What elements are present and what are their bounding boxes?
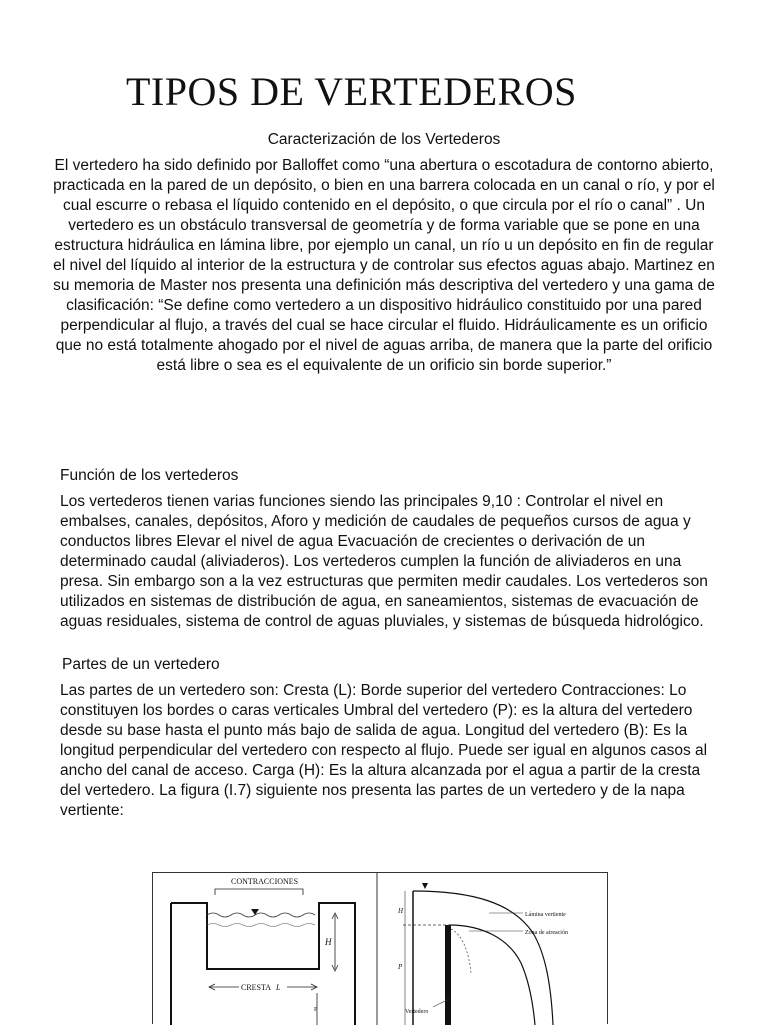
h-label-right: H — [398, 907, 404, 915]
page-title: TIPOS DE VERTEDEROS — [126, 69, 577, 114]
water-ripple — [207, 924, 315, 927]
aireacion-label: Zona de aireación — [525, 930, 568, 936]
cresta-label: CRESTA — [241, 983, 272, 992]
weir-plate — [445, 925, 451, 1025]
left-panel — [171, 877, 355, 1025]
subtitle: Caracterización de los Vertederos — [267, 131, 501, 148]
contracciones-label: CONTRACCIONES — [231, 877, 299, 886]
p-label-right: P — [398, 963, 403, 971]
h-label-left: H — [325, 937, 332, 947]
right-panel — [397, 883, 568, 1025]
section-body-funcion: Los vertederos tienen varias funciones siendo las principales 9,10 : Controlar el nivel en embalses, canales, depósitos, Aforo y medición de caudales de pequeños cursos de agua y conductos libres Elevar el nivel de agua Evacuación de crecientes o derivación de un determinado caudal (aliviaderos). Los vertederos cumplen la función de aliviaderos en una presa. Sin embargo son a la vez estructuras que permiten medir caudales. Los vertederos son utilizados en sistemas de distribución de agua, en saneamientos, sistemas de evacuación de aguas residuales, sistema de control de aguas pluviales, y sistemas de búsqueda hidrológico. — [60, 493, 708, 630]
weir-diagram — [153, 873, 609, 1025]
water-level-marker-right — [422, 883, 428, 889]
nappe-lower — [449, 925, 535, 1025]
p-label-left: P — [314, 1007, 318, 1013]
lamina-label: Lámina vertiente — [525, 912, 566, 918]
weir-outline — [171, 903, 355, 1025]
water-level-marker — [251, 909, 259, 915]
weir-figure — [152, 872, 608, 1024]
section-heading-partes: Partes de un vertedero — [62, 656, 220, 673]
vertedero-label: Vertedero — [405, 1009, 429, 1015]
section-body-partes: Las partes de un vertedero son: Cresta (L): Borde superior del vertedero Contracciones: Lo constituyen los bordes o caras verticales Umbral del vertedero (P): es la altura del vertedero desde su base hasta el punto más bajo de salida de agua. Longitud del vertedero (B): Es la longitud perpendicular del vertedero con respecto al flujo. Puede ser igual en algunos casos al ancho del canal de acceso. Carga (H): Es la altura alcanzada por el agua a partir de la cresta del vertedero. La figura (I.7) siguiente nos presenta las partes de un vertedero y de la napa vertiente: — [60, 682, 708, 819]
section-heading-funcion: Función de los vertederos — [60, 467, 239, 484]
cresta-symbol: L — [276, 983, 281, 992]
contracciones-bracket — [215, 889, 303, 895]
intro-paragraph: El vertedero ha sido definido por Balloffet como “una abertura o escotadura de contorno abierto, practicada en la pared de un depósito, o bien en una barrera colocada en un canal o río, y por el cual escurre o rebasa el líquido contenido en el depósito, o que circula por el río o canal” . Un vertedero es un obstáculo transversal de geometría y de forma variable que se pone en una estructura hidráulica en lámina libre, por ejemplo un canal, un río u un depósito en fin de regular el nivel del líquido al interior de la estructura y de controlar sus efectos aguas abajo. Martinez en su memoria de Master nos presenta una definición más descriptiva del vertedero y una gama de clasificación: “Se define como vertedero a un dispositivo hidráulico constituido por una pared perpendicular al flujo, a través del cual se hace circular el fluido. Hidráulicamente es un orificio que no está totalmente ahogado por el nivel de aguas arriba, de manera que la parte del orificio está libre o sea es el equivalente de un orificio sin borde superior.” — [53, 157, 715, 374]
water-surface — [207, 913, 315, 917]
